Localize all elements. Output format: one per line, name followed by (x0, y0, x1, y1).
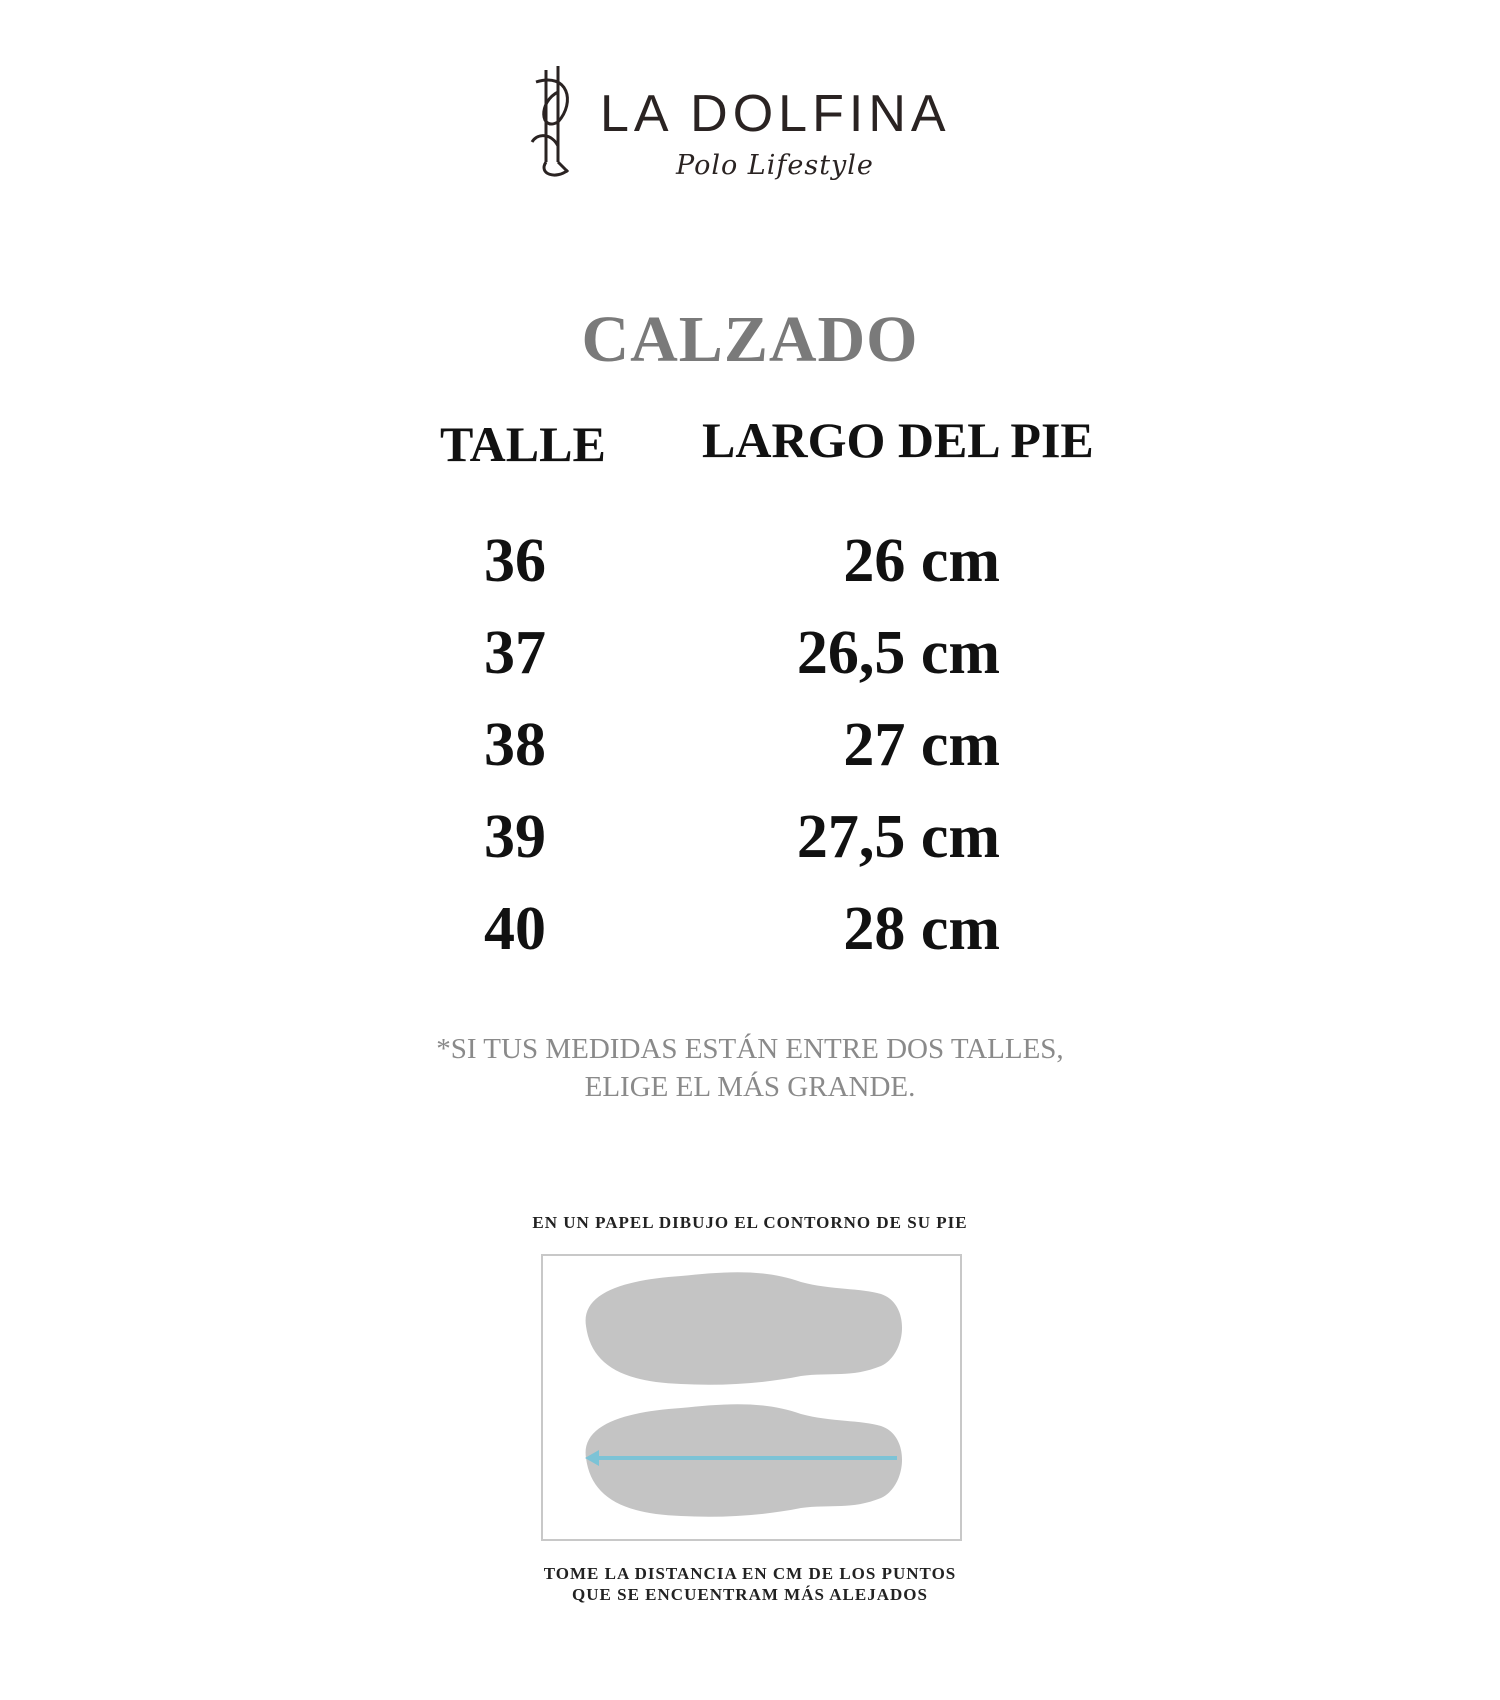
size-cell: 40 (484, 895, 546, 963)
size-cell: 37 (484, 619, 546, 687)
length-cell: 27 cm (843, 711, 1000, 779)
brand-name: LA DOLFINA (600, 85, 951, 143)
instruction-measure (0, 1563, 1500, 1605)
instruction-measure-line1: TOME LA DISTANCIA EN CM DE LOS PUNTOS (543, 1564, 957, 1583)
length-cell: 26 cm (843, 527, 1000, 595)
size-cell: 38 (484, 711, 546, 779)
size-note-line2: ELIGE EL MÁS GRANDE. (584, 1071, 916, 1103)
size-cell: 39 (484, 803, 546, 871)
size-note-line1: *SI TUS MEDIDAS ESTÁN ENTRE DOS TALLES, (436, 1033, 1064, 1065)
length-cell: 28 cm (843, 895, 1000, 963)
la-dolfina-monogram-logo (528, 62, 580, 182)
footprint-diagram (541, 1254, 962, 1541)
size-note (0, 1030, 1500, 1106)
size-column-header: TALLE (440, 416, 606, 472)
brand-tagline: Polo Lifestyle (676, 150, 874, 181)
instruction-measure-line2: QUE SE ENCUENTRAM MÁS ALEJADOS (572, 1585, 928, 1604)
page-title: CALZADO (581, 303, 919, 376)
length-cell: 26,5 cm (796, 619, 1000, 687)
length-cell: 27,5 cm (796, 803, 1000, 871)
size-cell: 36 (484, 527, 546, 595)
instruction-draw: EN UN PAPEL DIBUJO EL CONTORNO DE SU PIE (532, 1213, 968, 1232)
length-column-header: LARGO DEL PIE (702, 412, 1094, 468)
